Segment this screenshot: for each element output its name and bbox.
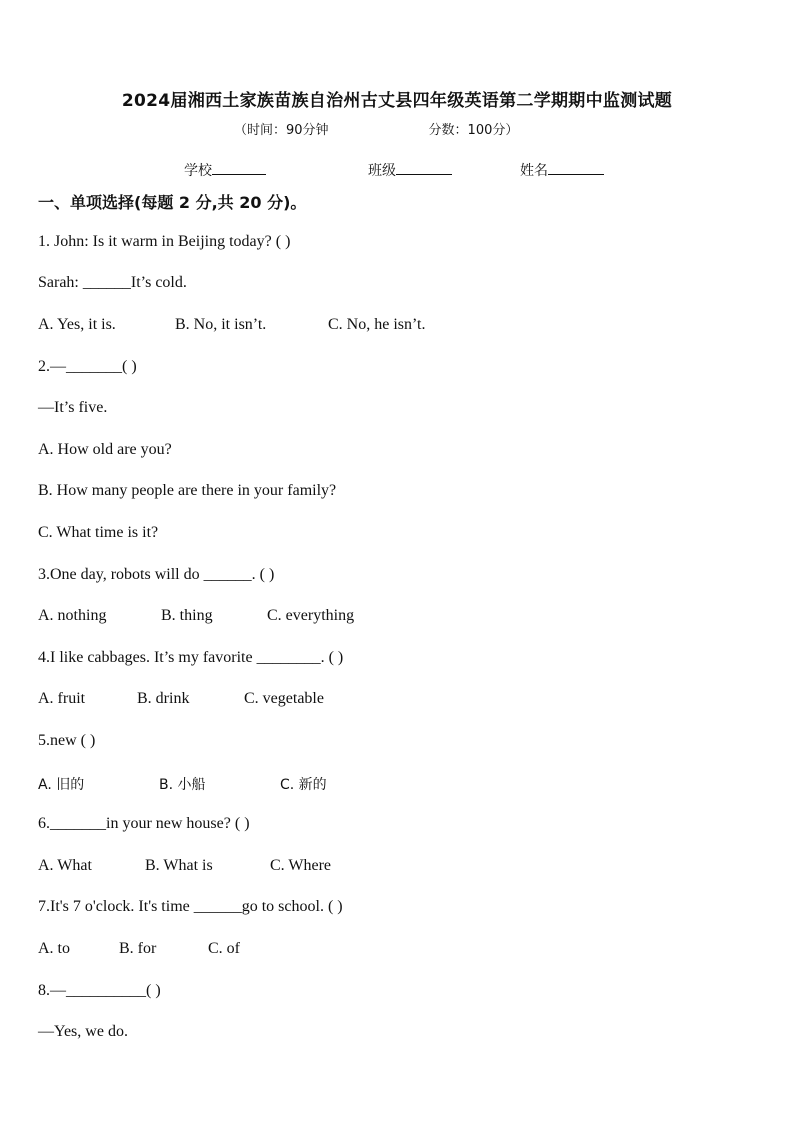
option-a[interactable]: A. What [38,857,92,874]
question-stem: 7.It's 7 o'clock. It's time ______go to school. ( ) [38,898,343,915]
exam-info [234,119,518,138]
option-b[interactable]: B. drink [137,690,190,707]
name-label: 姓名 [520,163,548,179]
option-c[interactable]: C. of [208,940,240,957]
class-blank[interactable] [396,160,452,175]
question-stem: 8.—__________( ) [38,982,161,999]
question-dialog: —It’s five. [38,399,108,416]
option-c[interactable]: C. everything [267,607,355,624]
question-options [38,607,354,625]
question-options [38,940,240,958]
school-blank[interactable] [212,160,266,175]
option-a[interactable]: A. 旧的 [38,777,85,793]
name-blank[interactable] [548,160,604,175]
name-field [520,160,604,180]
option-b[interactable]: B. thing [161,607,213,624]
time-label: （时间：90分钟 [234,123,329,138]
option-c[interactable]: C. What time is it? [38,524,159,541]
question-options [38,857,331,875]
option-b[interactable]: B. What is [145,857,213,874]
question-stem: 4.I like cabbages. It’s my favorite ________. ( ) [38,649,344,666]
option-c[interactable]: C. Where [270,857,332,874]
question-options [38,690,324,708]
class-label: 班级 [368,163,396,179]
question-options [38,774,327,794]
class-field [368,160,452,180]
question-stem: 2.—_______( ) [38,358,137,375]
option-c[interactable]: C. vegetable [244,690,324,707]
question-options [38,316,425,334]
section-heading: 一、单项选择(每题 2 分,共 20 分)。 [38,193,307,212]
question-stem: 6._______in your new house? ( ) [38,815,250,832]
option-c[interactable]: C. No, he isn’t. [328,316,426,333]
score-label: 分数：100分） [428,123,519,138]
school-field [184,160,266,180]
option-b[interactable]: B. How many people are there in your family? [38,482,337,499]
option-a[interactable]: A. to [38,940,70,957]
question-stem: 5.new ( ) [38,732,96,749]
option-b[interactable]: B. for [119,940,157,957]
question-dialog: —Yes, we do. [38,1023,128,1040]
question-stem: 3.One day, robots will do ______. ( ) [38,566,275,583]
option-b[interactable]: B. 小船 [159,777,206,793]
option-b[interactable]: B. No, it isn’t. [175,316,267,333]
option-c[interactable]: C. 新的 [280,777,327,793]
option-a[interactable]: A. Yes, it is. [38,316,116,333]
page-title: 2024届湘西土家族苗族自治州古丈县四年级英语第二学期期中监测试题 [121,91,673,111]
school-label: 学校 [184,163,212,179]
option-a[interactable]: A. fruit [38,690,86,707]
option-a[interactable]: A. How old are you? [38,441,172,458]
question-dialog: Sarah: ______It’s cold. [38,274,187,291]
question-stem: 1. John: Is it warm in Beijing today? ( ) [38,233,291,250]
option-a[interactable]: A. nothing [38,607,107,624]
